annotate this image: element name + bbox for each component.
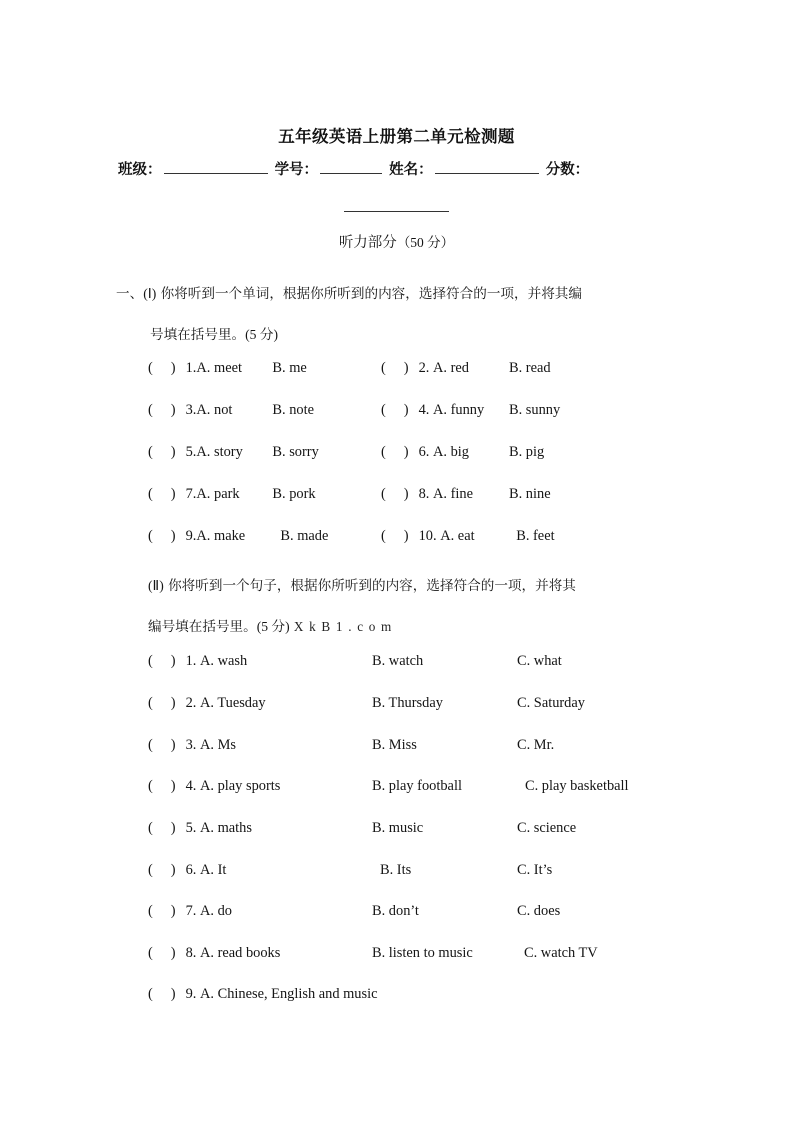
p2-q4-option-c[interactable]: C. play basketball [525,778,629,794]
p2-q6-option-b[interactable]: B. Its [380,862,412,878]
p2-q2-option-c[interactable]: C. Saturday [517,695,585,711]
part-two-instruction-text-cont: 编号填在括号里。 [148,619,257,635]
score-label: 分数： [545,162,590,178]
p2-q5-option-a[interactable]: A. maths [200,820,252,836]
q7-answer-bracket[interactable]: ( ) [148,486,176,502]
p2-q8-option-c[interactable]: C. watch TV [524,945,598,961]
question-row [148,903,560,920]
q5-cell [148,444,319,461]
q7-option-b[interactable]: B. pork [272,486,316,502]
p2-q5-option-c[interactable]: C. science [517,820,577,836]
question-row [148,695,585,712]
p2-q2-option-b[interactable]: B. Thursday [372,695,443,711]
q4-option-b[interactable]: B. sunny [509,402,561,418]
p2-q8-option-b[interactable]: B. listen to music [372,945,473,961]
q10-cell [381,528,555,545]
class-label: 班级： [118,162,162,178]
q2-option-b[interactable]: B. read [509,360,551,376]
q4-answer-bracket[interactable]: ( ) [381,402,409,418]
name-label: 姓名： [389,162,433,178]
q4-cell [381,402,560,419]
p2-q7-option-b[interactable]: B. don’t [372,903,419,919]
section-points: （50 分） [396,235,455,250]
q10-option-a[interactable]: A. eat [440,528,475,544]
p2-q2-answer-bracket[interactable]: ( ) [148,695,176,711]
q7-number: 7. [185,486,197,502]
p2-q3-option-b[interactable]: B. Miss [372,737,417,753]
class-input-rule[interactable] [164,161,268,174]
q8-answer-bracket[interactable]: ( ) [381,486,409,502]
q7-option-a[interactable]: A. park [196,486,240,502]
page-title: 五年级英语上册第二单元检测题 [278,127,515,146]
p2-q1-option-b[interactable]: B. watch [372,653,424,669]
q6-number: 6. [418,444,430,460]
p2-q5-number: 5. [185,820,197,836]
question-row [148,653,562,670]
q4-option-a[interactable]: A. funny [433,402,485,418]
part-one-instruction-line-2 [150,314,278,356]
p2-q3-answer-bracket[interactable]: ( ) [148,737,176,753]
question-row [148,862,552,879]
part-two-instruction-line-1 [148,565,576,607]
p2-q1-number: 1. [185,653,197,669]
p2-q7-number: 7. [185,903,197,919]
q9-option-a[interactable]: A. make [196,528,246,544]
part-two-instruction-text: 你将听到一个句子，根据你所听到的内容，选择符合的一项，并将其 [168,578,576,594]
p2-q9-answer-bracket[interactable]: ( ) [148,986,176,1002]
p2-q6-option-c[interactable]: C. It’s [517,862,553,878]
q3-option-a[interactable]: A. not [196,402,233,418]
q4-number: 4. [418,402,430,418]
part-two-sub-label: (Ⅱ) [148,578,164,593]
student-id-input-rule[interactable] [320,161,382,174]
p2-q5-answer-bracket[interactable]: ( ) [148,820,176,836]
q6-option-b[interactable]: B. pig [509,444,545,460]
p2-q5-option-b[interactable]: B. music [372,820,424,836]
p2-q1-option-c[interactable]: C. what [517,653,562,669]
p2-q9-number: 9. [185,986,197,1002]
p2-q3-option-a[interactable]: A. Ms [200,737,236,753]
q2-cell [381,360,551,377]
p2-q8-number: 8. [185,945,197,961]
q2-answer-bracket[interactable]: ( ) [381,360,409,376]
p2-q2-option-a[interactable]: A. Tuesday [200,695,266,711]
p2-q7-answer-bracket[interactable]: ( ) [148,903,176,919]
q5-answer-bracket[interactable]: ( ) [148,444,176,460]
student-id-label: 学号： [274,162,319,178]
question-row [148,778,629,795]
q9-number: 9. [185,528,197,544]
q2-option-a[interactable]: A. red [433,360,469,376]
q10-answer-bracket[interactable]: ( ) [381,528,409,544]
question-row [148,737,554,754]
q8-option-a[interactable]: A. fine [433,486,473,502]
score-input-rule[interactable] [344,198,449,212]
part-two-instruction-points: (5 分) [256,619,290,634]
part-two-instruction-line-2 [148,606,393,648]
q1-option-a[interactable]: A. meet [196,360,242,376]
q3-number: 3. [185,402,197,418]
q9-answer-bracket[interactable]: ( ) [148,528,176,544]
question-row [148,820,576,837]
part-one-instruction-points: (5 分) [245,327,278,342]
part-one-instruction-text-cont: 号填在括号里。 [150,327,246,343]
p2-q6-number: 6. [185,862,197,878]
part-one-sub-label: (Ⅰ) [143,286,157,301]
q5-number: 5. [185,444,197,460]
q1-number: 1. [185,360,197,376]
q3-answer-bracket[interactable]: ( ) [148,402,176,418]
q6-cell [381,444,544,461]
q6-answer-bracket[interactable]: ( ) [381,444,409,460]
part-one-instruction-line-1 [116,273,582,315]
p2-q4-number: 4. [185,778,197,794]
question-row [148,945,598,962]
q8-cell [381,486,551,503]
q1-option-b[interactable]: B. me [272,360,307,376]
q1-answer-bracket[interactable]: ( ) [148,360,176,376]
q3-option-b[interactable]: B. note [272,402,314,418]
q9-option-b[interactable]: B. made [280,528,329,544]
question-row [148,986,377,1003]
student-info-line [118,158,678,179]
watermark-text: X k B 1 . c o m [293,619,393,634]
part-one-marker: 一、 [116,286,144,302]
name-input-rule[interactable] [435,161,539,174]
q5-option-b[interactable]: B. sorry [272,444,319,460]
p2-q3-option-c[interactable]: C. Mr. [517,737,555,753]
q10-number: 10. [418,528,437,544]
part-one-instruction-text: 你将听到一个单词，根据你所听到的内容，选择符合的一项，并将其编 [160,286,582,302]
q8-option-b[interactable]: B. nine [509,486,551,502]
p2-q2-number: 2. [185,695,197,711]
p2-q1-answer-bracket[interactable]: ( ) [148,653,176,669]
p2-q1-option-a[interactable]: A. wash [200,653,248,669]
p2-q3-number: 3. [185,737,197,753]
score-input-wrap [0,198,793,217]
p2-q6-answer-bracket[interactable]: ( ) [148,862,176,878]
p2-q4-option-a[interactable]: A. play sports [200,778,281,794]
listening-section-heading [0,231,793,252]
p2-q9-option-a[interactable]: A. Chinese, English and music [200,986,378,1002]
p2-q4-option-b[interactable]: B. play football [372,778,462,794]
q3-cell [148,402,314,419]
q2-number: 2. [418,360,430,376]
section-heading-text: 听力部分 [338,235,397,251]
p2-q8-option-a[interactable]: A. read books [200,945,281,961]
p2-q4-answer-bracket[interactable]: ( ) [148,778,176,794]
p2-q6-option-a[interactable]: A. It [200,862,227,878]
p2-q7-option-c[interactable]: C. does [517,903,561,919]
q5-option-a[interactable]: A. story [196,444,243,460]
p2-q8-answer-bracket[interactable]: ( ) [148,945,176,961]
q6-option-a[interactable]: A. big [433,444,469,460]
q9-cell [148,528,328,545]
q7-cell [148,486,316,503]
q10-option-b[interactable]: B. feet [516,528,555,544]
q1-cell [148,360,307,377]
p2-q7-option-a[interactable]: A. do [200,903,232,919]
q8-number: 8. [418,486,430,502]
